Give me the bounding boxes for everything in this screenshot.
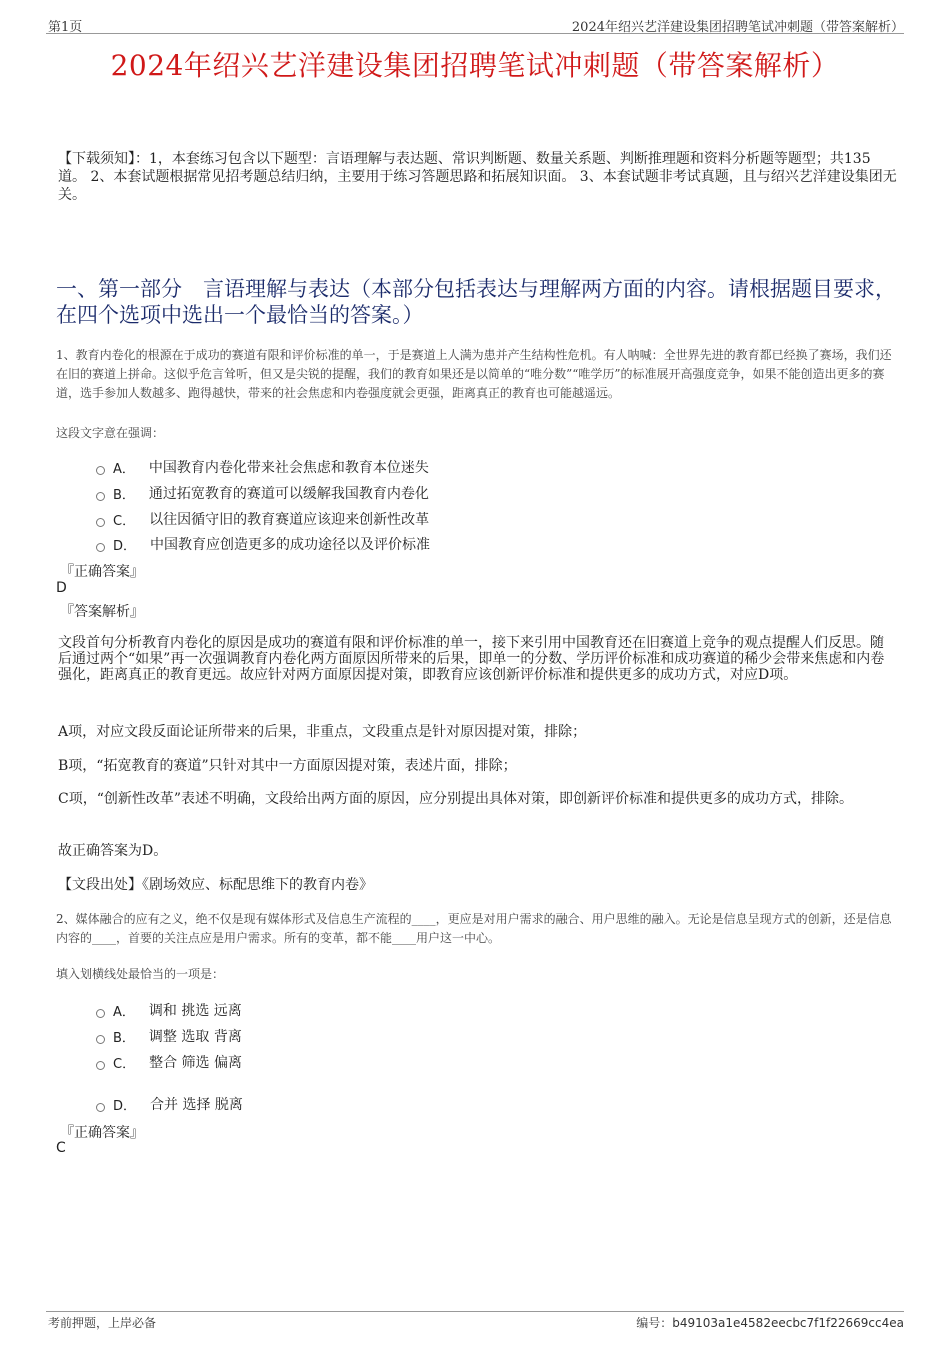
analysis-paragraph: A项，对应文段反面论证所带来的后果，非重点，文段重点是针对原因提对策，排除； <box>58 724 587 740</box>
question-2-prompt: 填入划横线处最恰当的一项是： <box>56 967 225 981</box>
option-text: 通过拓宽教育的赛道可以缓解我国教育内卷化 <box>148 486 429 502</box>
analysis-paragraph: 文段首句分析教育内卷化的原因是成功的赛道有限和评价标准的单一，接下来引用中国教育还在旧赛道上竞争的观点提醒人们反思。随后通过两个“如果”再一次强调教育内卷化两方面原因所带来的后果，即单一的分数、学历评价标准和成功赛道的稀少会带来焦虑和内卷强化，距离真正的教育更远。故应针对两方面原因提对策，即教育应该创新评价标准和提供更多的成功方式，对应D项。 <box>58 635 885 683</box>
option-letter: A． <box>113 461 135 477</box>
radio-icon[interactable] <box>96 466 105 475</box>
question-1-prompt: 这段文字意在强调： <box>56 426 165 440</box>
option-text: 以往因循守旧的教育赛道应该迎来创新性改革 <box>149 512 430 528</box>
passage-source: 【文段出处】《剧场效应、标配思维下的教育内卷》 <box>58 877 373 893</box>
option-letter: D． <box>113 1098 137 1114</box>
option-text: 整合 筛选 偏离 <box>149 1055 242 1071</box>
question-1-stem: 1、教育内卷化的根源在于成功的赛道有限和评价标准的单一，于是赛道上人满为患并产生结构性危机。有人呐喊：全世界先进的教育都已经换了赛场，我们还在旧的赛道上拼命。这似乎危言耸听，但又是尖锐的提醒，我们的教育如果还是以简单的“唯分数”“唯学历”的标准展开高强度竞争，如果不能创造出更多的赛道，选手参加人数越多、跑得越快，带来的社会焦虑和内卷强度就会更强，距离真正的教育也可能越遥远。 <box>56 348 892 400</box>
question-1-option-c[interactable] <box>96 509 429 529</box>
document-title: 2024年绍兴艺洋建设集团招聘笔试冲刺题（带答案解析） <box>110 49 840 82</box>
radio-icon[interactable] <box>96 518 105 527</box>
correct-answer-label: 『正确答案』 <box>60 1125 144 1141</box>
footer-divider <box>46 1311 904 1312</box>
option-text: 中国教育内卷化带来社会焦虑和教育本位迷失 <box>148 460 429 476</box>
analysis-conclusion: 故正确答案为D。 <box>58 843 168 859</box>
header-divider <box>46 33 904 34</box>
running-header-title: 2024年绍兴艺洋建设集团招聘笔试冲刺题（带答案解析） <box>571 20 904 35</box>
question-1-option-b[interactable] <box>96 483 429 503</box>
option-text: 合并 选择 脱离 <box>150 1097 243 1113</box>
page-number: 第1页 <box>48 20 83 35</box>
footer-code-value: b49103a1e4582eecbc7f1f22669cc4ea <box>672 1316 904 1330</box>
option-letter: A． <box>113 1004 135 1020</box>
answer-analysis-label: 『答案解析』 <box>60 604 144 620</box>
option-letter: D． <box>113 538 137 554</box>
analysis-paragraph: C项，“创新性改革”表述不明确，文段给出两方面的原因，应分别提出具体对策，即创新评价标准和提供更多的成功方式，排除。 <box>58 791 854 807</box>
footer-code <box>636 1314 904 1331</box>
question-2-option-d[interactable] <box>96 1094 243 1114</box>
option-letter: C． <box>113 513 136 529</box>
question-2-stem: 2、媒体融合的应有之义，绝不仅是现有媒体形式及信息生产流程的____，更应是对用户需求的融合、用户思维的融入。无论是信息呈现方式的创新，还是信息内容的____，首要的关注点应是用户需求。所有的变革，都不能____用户这一中心。 <box>56 912 892 945</box>
radio-icon[interactable] <box>96 543 105 552</box>
option-letter: B． <box>113 487 135 503</box>
option-letter: B． <box>113 1030 135 1046</box>
radio-icon[interactable] <box>96 492 105 501</box>
correct-answer-value: D <box>56 580 67 596</box>
section-heading: 一、第一部分 言语理解与表达（本部分包括表达与理解两方面的内容。请根据题目要求，在四个选项中选出一个最恰当的答案。） <box>56 277 896 327</box>
option-text: 调整 选取 背离 <box>148 1029 242 1045</box>
question-2-option-b[interactable] <box>96 1026 242 1046</box>
option-text: 中国教育应创造更多的成功途径以及评价标准 <box>150 537 431 553</box>
radio-icon[interactable] <box>96 1061 105 1070</box>
footer-code-label: 编号： <box>636 1316 673 1330</box>
download-notice: 【下载须知】：1，本套练习包含以下题型：言语理解与表达题、常识判断题、数量关系题、判断推理题和资料分析题等题型；共135道。 2、本套试题根据常见招考题总结归纳，主要用于练习答题思路和拓展知识面。 3、本套试题非考试真题，且与绍兴艺洋建设集团无关。 <box>58 151 897 203</box>
option-text: 调和 挑选 远离 <box>148 1003 242 1019</box>
footer-slogan: 考前押题，上岸必备 <box>48 1316 157 1330</box>
radio-icon[interactable] <box>96 1009 105 1018</box>
question-2-option-a[interactable] <box>96 1000 242 1020</box>
question-1-option-d[interactable] <box>96 534 430 554</box>
question-1-option-a[interactable] <box>96 457 429 477</box>
correct-answer-value: C <box>56 1140 66 1156</box>
radio-icon[interactable] <box>96 1035 105 1044</box>
option-letter: C． <box>113 1056 136 1072</box>
question-2-option-c[interactable] <box>96 1052 242 1072</box>
radio-icon[interactable] <box>96 1103 105 1112</box>
analysis-paragraph: B项，“拓宽教育的赛道”只针对其中一方面原因提对策，表述片面，排除； <box>58 758 517 774</box>
correct-answer-label: 『正确答案』 <box>60 564 144 580</box>
